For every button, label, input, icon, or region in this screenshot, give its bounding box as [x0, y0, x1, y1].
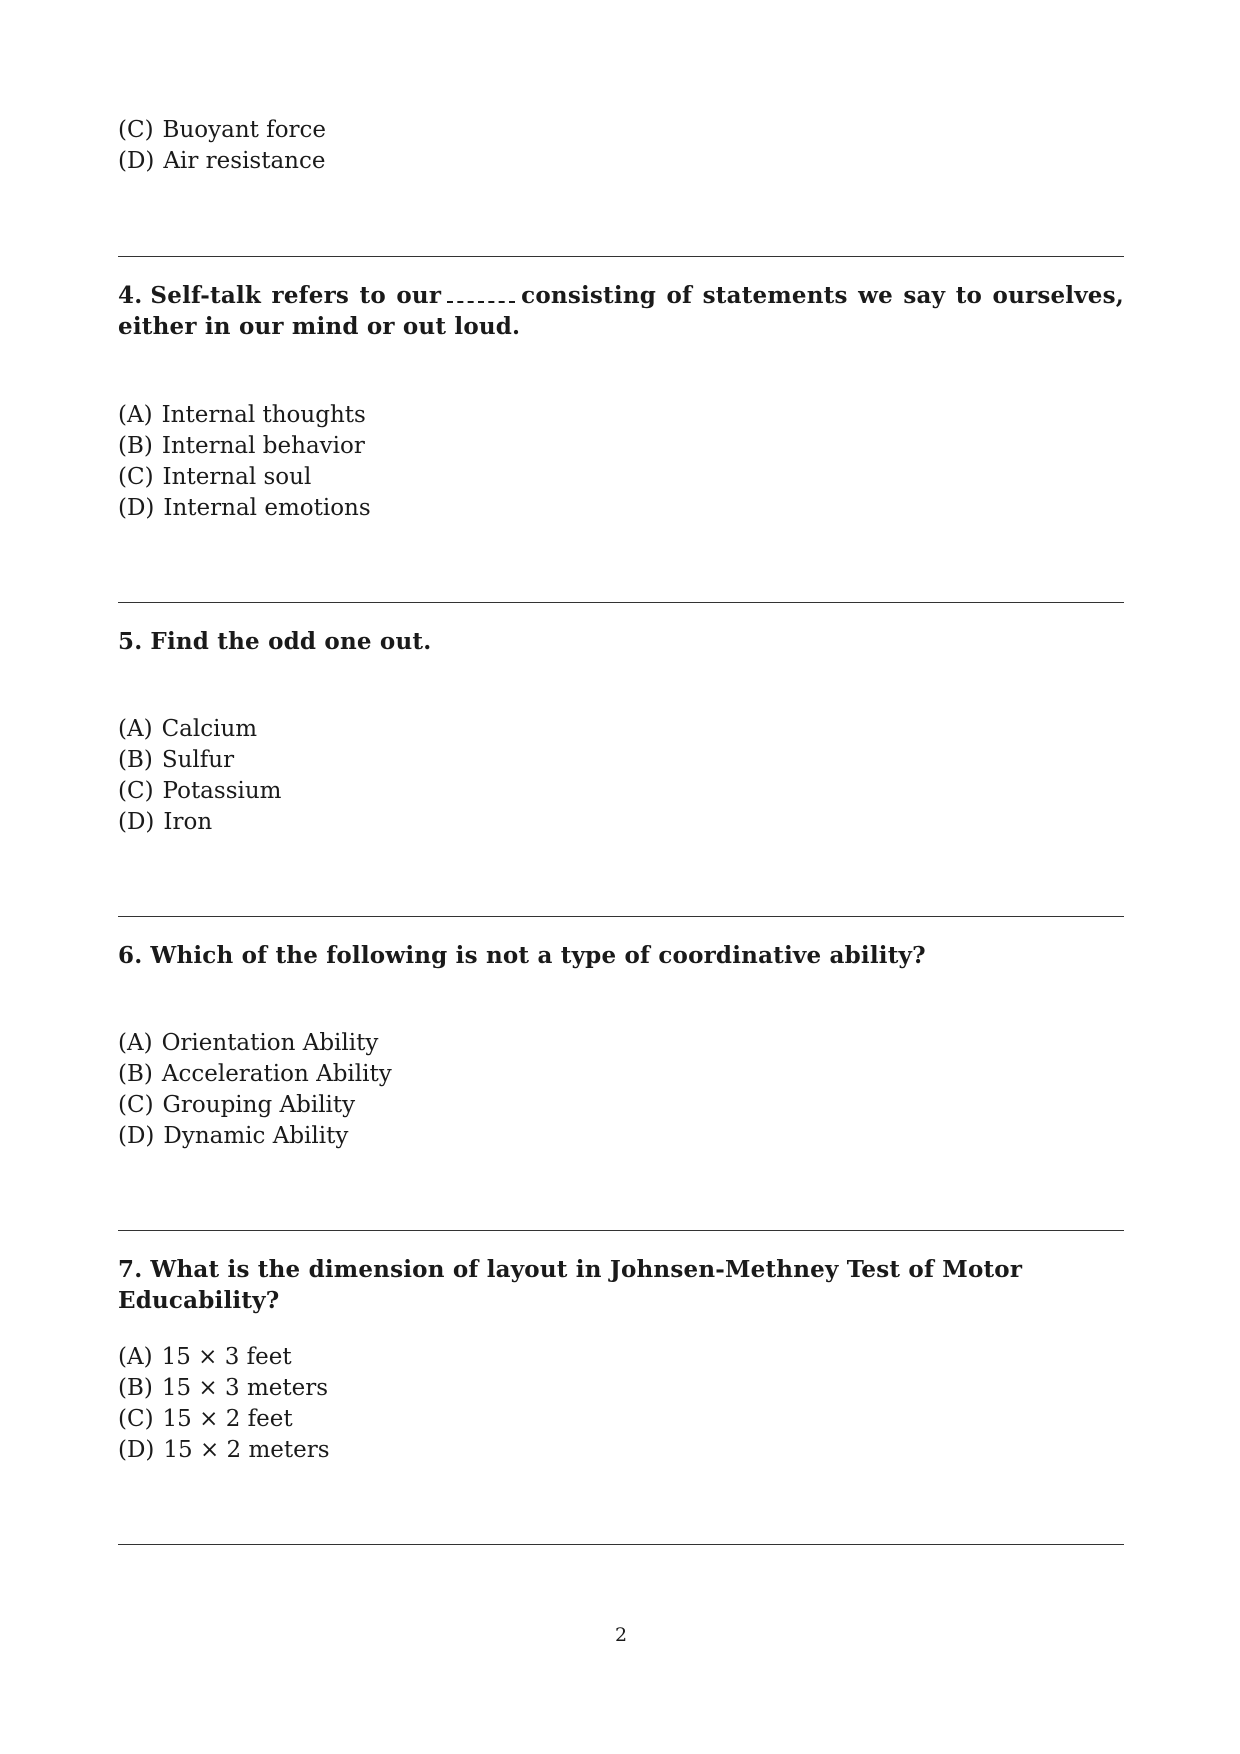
question-7	[118, 1254, 1124, 1316]
page-number: 2	[614, 1624, 628, 1646]
option-text: Iron	[163, 809, 213, 835]
option-letter: (D)	[118, 1123, 155, 1149]
option-text: Internal thoughts	[161, 402, 366, 428]
option-text: Internal emotions	[163, 495, 371, 521]
option-text: Dynamic Ability	[163, 1123, 349, 1149]
q4-option-b	[118, 431, 365, 462]
question-number: 7.	[118, 1256, 143, 1283]
q6-option-a	[118, 1028, 378, 1059]
option-letter: (C)	[118, 464, 154, 490]
option-text: Orientation Ability	[161, 1030, 379, 1056]
question-divider	[118, 916, 1124, 917]
option-letter: (D)	[118, 148, 155, 174]
question-divider	[118, 256, 1124, 257]
question-text: What is the dimension of layout in Johnsen-Methney Test of Motor Educability?	[118, 1256, 1023, 1314]
option-letter: (A)	[118, 1344, 153, 1370]
option-text: Internal soul	[162, 464, 312, 490]
option-letter: (B)	[118, 433, 153, 459]
q7-option-a	[118, 1342, 292, 1373]
option-text: Grouping Ability	[162, 1092, 356, 1118]
option-letter: (B)	[118, 747, 153, 773]
q6-option-c	[118, 1090, 355, 1121]
option-text: 15 × 3 meters	[161, 1375, 329, 1401]
q7-option-b	[118, 1373, 328, 1404]
question-divider	[118, 1544, 1124, 1545]
option-letter: (B)	[118, 1375, 153, 1401]
fill-in-blank	[447, 283, 515, 303]
option-letter: (D)	[118, 809, 155, 835]
question-divider	[118, 1230, 1124, 1231]
question-text: Which of the following is not a type of coordinative ability?	[150, 942, 926, 969]
question-4	[118, 280, 1124, 342]
q5-option-d	[118, 807, 212, 838]
option-text: Internal behavior	[161, 433, 365, 459]
option-letter: (B)	[118, 1061, 153, 1087]
question-text: Find the odd one out.	[150, 628, 432, 655]
option-letter: (C)	[118, 778, 154, 804]
option-letter: (A)	[118, 716, 153, 742]
option-text: Potassium	[162, 778, 282, 804]
q6-option-d	[118, 1121, 348, 1152]
option-letter: (A)	[118, 1030, 153, 1056]
question-6	[118, 940, 1124, 971]
q7-option-d	[118, 1435, 330, 1466]
option-letter: (A)	[118, 402, 153, 428]
q3-option-c	[118, 115, 326, 146]
option-text: Calcium	[161, 716, 258, 742]
option-letter: (D)	[118, 495, 155, 521]
q5-option-c	[118, 776, 281, 807]
option-text: Air resistance	[163, 148, 326, 174]
q4-option-c	[118, 462, 311, 493]
option-letter: (C)	[118, 117, 154, 143]
option-letter: (C)	[118, 1406, 154, 1432]
option-text: Acceleration Ability	[161, 1061, 392, 1087]
option-text: Sulfur	[161, 747, 235, 773]
question-divider	[118, 602, 1124, 603]
q4-option-a	[118, 400, 366, 431]
option-letter: (C)	[118, 1092, 154, 1118]
q7-option-c	[118, 1404, 293, 1435]
q4-option-d	[118, 493, 371, 524]
option-letter: (D)	[118, 1437, 155, 1463]
q3-option-d	[118, 146, 326, 177]
option-text: 15 × 2 meters	[163, 1437, 330, 1463]
question-number: 6.	[118, 942, 143, 969]
q5-option-a	[118, 714, 257, 745]
question-number: 4.	[118, 282, 143, 309]
q5-option-b	[118, 745, 234, 776]
question-5	[118, 626, 1124, 657]
option-text: 15 × 3 feet	[161, 1344, 292, 1370]
q6-option-b	[118, 1059, 392, 1090]
question-number: 5.	[118, 628, 143, 655]
question-text-part2: consisting of statements we say to ourselves, either in our mind or out loud.	[118, 282, 1124, 340]
option-text: Buoyant force	[162, 117, 327, 143]
exam-page	[118, 0, 1124, 1754]
question-text-part1: Self-talk refers to our	[150, 282, 442, 309]
option-text: 15 × 2 feet	[162, 1406, 293, 1432]
